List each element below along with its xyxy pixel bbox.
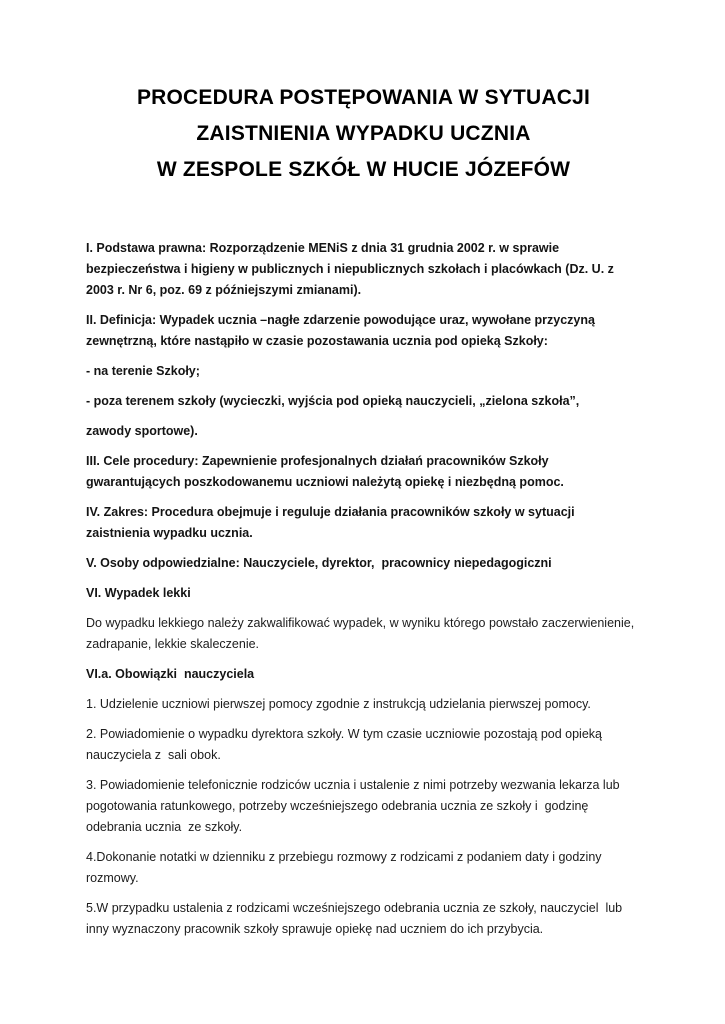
paragraph-vi-minor-accident-heading: VI. Wypadek lekki bbox=[86, 586, 191, 600]
paragraph-via-teacher-duties-heading: VI.a. Obowiązki nauczyciela bbox=[86, 667, 255, 681]
paragraph-definition-item-school-grounds: - na terenie Szkoły; bbox=[86, 364, 200, 378]
paragraph-definition-item-sports: zawody sportowe). bbox=[86, 424, 198, 438]
paragraph-vi-minor-accident-description: Do wypadku lekkiego należy zakwalifikować wypadek, w wyniku którego powstało zaczerwienienie, zadrapanie, lekkie skaleczenie. bbox=[86, 616, 638, 651]
paragraph-v-responsible-persons: V. Osoby odpowiedzialne: Nauczyciele, dyrektor, pracownicy niepedagogiczni bbox=[86, 556, 552, 570]
paragraph-i-legal-basis: I. Podstawa prawna: Rozporządzenie MENiS z dnia 31 grudnia 2002 r. w sprawie bezpieczeństwa i higieny w publicznych i niepublicznych szkołach i placówkach (Dz. U. z 2003 r. Nr 6, poz. 69 z późniejszymi zmianami). bbox=[86, 241, 618, 297]
document-title bbox=[86, 80, 641, 188]
paragraph-duty-1-first-aid: 1. Udzielenie uczniowi pierwszej pomocy zgodnie z instrukcją udzielania pierwszej pomocy. bbox=[86, 697, 591, 711]
paragraph-ii-definition: II. Definicja: Wypadek ucznia –nagłe zdarzenie powodujące uraz, wywołane przyczyną zewnętrzną, które nastąpiło w czasie pozostawania ucznia pod opieką Szkoły: bbox=[86, 313, 599, 348]
document-title-line-2: ZAISTNIENIA WYPADKU UCZNIA bbox=[196, 122, 531, 145]
document-body bbox=[86, 238, 641, 940]
document-title-line-1: PROCEDURA POSTĘPOWANIA W SYTUACJI bbox=[136, 86, 591, 109]
paragraph-duty-5-care-until-pickup: 5.W przypadku ustalenia z rodzicami wcześniejszego odebrania ucznia ze szkoły, nauczyciel lub inny wyznaczony pracownik szkoły sprawuje opiekę nad uczniem do ich przybycia. bbox=[86, 901, 626, 936]
paragraph-iii-goals: III. Cele procedury: Zapewnienie profesjonalnych działań pracowników Szkoły gwarantujących poszkodowanemu uczniowi należytą opiekę i niezbędną pomoc. bbox=[86, 454, 564, 489]
paragraph-duty-4-journal-note: 4.Dokonanie notatki w dzienniku z przebiegu rozmowy z rodzicami z podaniem daty i godziny rozmowy. bbox=[86, 850, 606, 885]
document-title-line-3: W ZESPOLE SZKÓŁ W HUCIE JÓZEFÓW bbox=[156, 158, 571, 181]
paragraph-duty-3-notify-parents: 3. Powiadomienie telefonicznie rodziców ucznia i ustalenie z nimi potrzeby wezwania lekarza lub pogotowania ratunkowego, potrzeby wcześniejszego odebrania ucznia ze szkoły i godzinę odebrania ucznia ze szkoły. bbox=[86, 778, 624, 834]
paragraph-definition-item-outside-school: - poza terenem szkoły (wycieczki, wyjścia pod opieką nauczycieli, „zielona szkoła”, bbox=[86, 394, 580, 408]
paragraph-iv-scope: IV. Zakres: Procedura obejmuje i reguluje działania pracowników szkoły w sytuacji zaistnienia wypadku ucznia. bbox=[86, 505, 579, 540]
paragraph-duty-2-notify-director: 2. Powiadomienie o wypadku dyrektora szkoły. W tym czasie uczniowie pozostają pod opieką nauczyciela z sali obok. bbox=[86, 727, 606, 762]
